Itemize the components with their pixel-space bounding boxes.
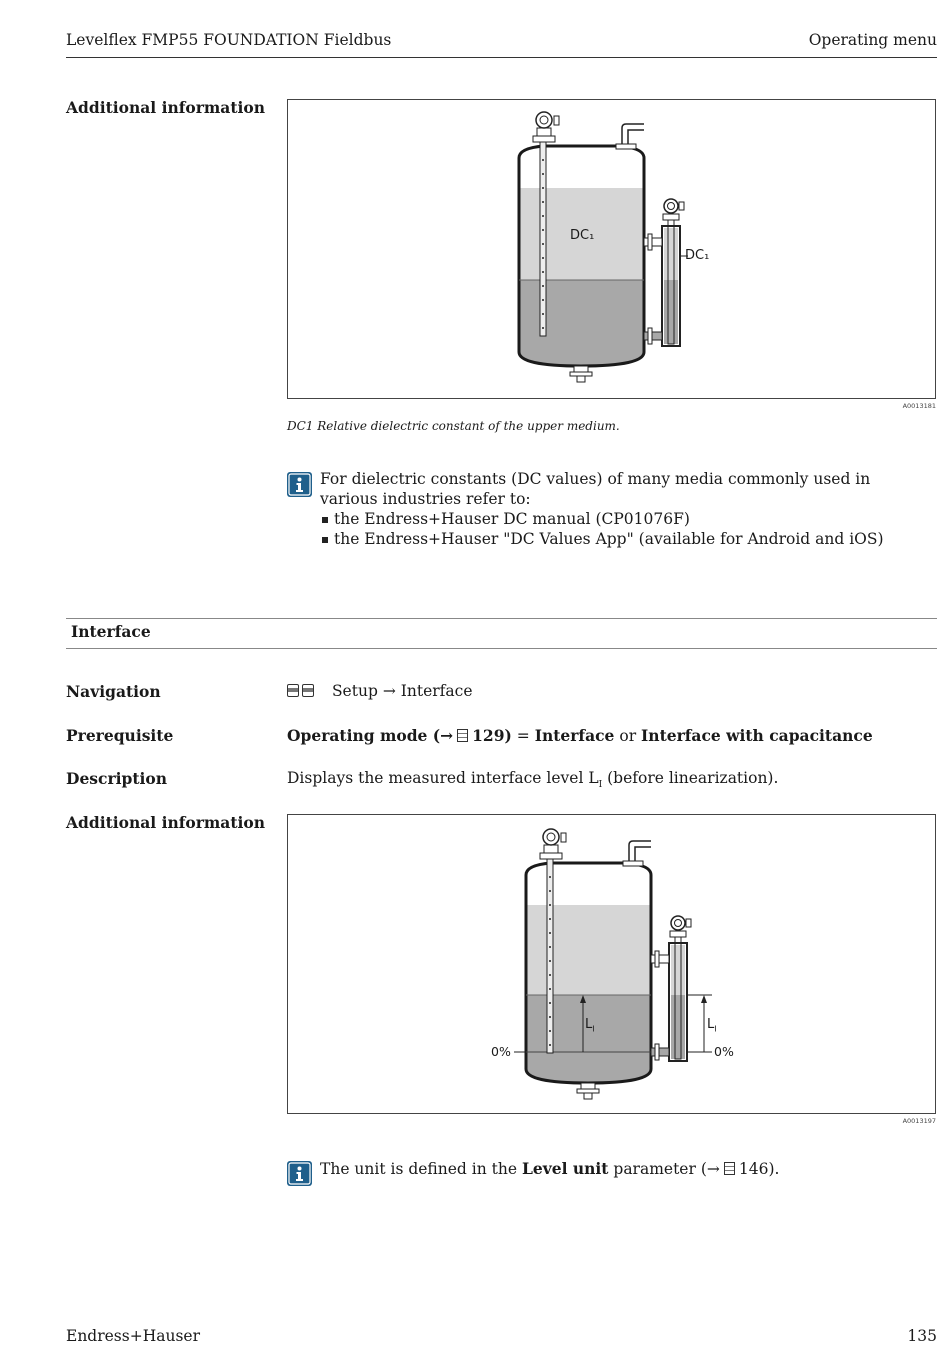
- info-icon: [287, 1161, 312, 1186]
- header-divider: [66, 57, 937, 58]
- description-end: (before linearization).: [602, 769, 779, 787]
- section-divider-top: [66, 618, 937, 619]
- figure-interface-tank: [287, 814, 936, 1114]
- operating-mode-ref: Operating mode (→: [287, 726, 454, 745]
- li-letter: L: [585, 1017, 593, 1032]
- figure-id-2: A0013197: [902, 1117, 936, 1125]
- equals-sign: =: [516, 727, 530, 745]
- list-item: the Endress+Hauser DC manual (CP01076F): [320, 509, 920, 529]
- li-label-inner: [585, 1017, 595, 1034]
- header-title: Levelflex FMP55 FOUNDATION Fieldbus: [66, 31, 392, 49]
- description-text: [287, 769, 778, 790]
- expert-menu-icon: [287, 684, 299, 697]
- li-subscript: I: [714, 1024, 717, 1034]
- figure-dc-tank: [287, 99, 936, 399]
- li-letter: L: [707, 1017, 715, 1032]
- prerequisite-label: Prerequisite: [66, 726, 174, 745]
- figure-caption: DC1 Relative dielectric constant of the upper medium.: [287, 419, 620, 433]
- list-item: the Endress+Hauser "DC Values App" (available for Android and iOS): [320, 529, 920, 549]
- section-divider-bottom: [66, 648, 937, 649]
- zero-percent-left: 0%: [491, 1044, 511, 1059]
- unit-note-page: 146).: [738, 1160, 780, 1178]
- info-icon: [287, 472, 312, 497]
- dc-note-intro: For dielectric constants (DC values) of many media commonly used in various industries refer to:: [320, 470, 871, 508]
- page-ref: 129): [472, 726, 512, 745]
- dc1-bypass-label: DC₁: [685, 248, 710, 263]
- description-main: Displays the measured interface level L: [287, 769, 599, 787]
- li-label-bypass: [707, 1017, 717, 1034]
- li-subscript: I: [592, 1024, 595, 1034]
- tank-diagram-dc: [288, 100, 937, 400]
- tank-diagram-interface: [288, 815, 937, 1115]
- dc-reference-list: [320, 509, 920, 549]
- nav-setup: Setup: [331, 682, 378, 700]
- unit-note: [320, 1159, 920, 1179]
- unit-note-text: The unit is defined in the: [320, 1160, 522, 1178]
- dc1-inner-label: DC₁: [570, 228, 595, 243]
- page-ref-icon: [724, 1162, 735, 1175]
- description-subscript: I: [598, 780, 603, 791]
- nav-interface: Interface: [400, 682, 473, 700]
- prerequisite-text: [287, 726, 873, 745]
- additional-information-label: Additional information: [66, 98, 266, 117]
- display-menu-icon: [302, 684, 314, 697]
- additional-information-label-2: Additional information: [66, 813, 266, 832]
- header-section: Operating menu: [808, 31, 937, 49]
- footer-company: Endress+Hauser: [66, 1327, 200, 1345]
- nav-arrow: →: [382, 682, 396, 700]
- page-number: 135: [907, 1327, 937, 1345]
- zero-percent-right: 0%: [714, 1044, 734, 1059]
- navigation-label: Navigation: [66, 682, 161, 701]
- page-ref-icon: [457, 729, 468, 742]
- level-unit-ref: Level unit: [521, 1159, 609, 1178]
- or-text: or: [619, 727, 637, 745]
- option-interface: Interface: [534, 726, 615, 745]
- dc-note: [320, 469, 920, 549]
- unit-note-mid: parameter (→: [608, 1160, 720, 1178]
- section-title: Interface: [71, 622, 151, 641]
- option-interface-capacitance: Interface with capacitance: [641, 726, 873, 745]
- navigation-path: [287, 682, 473, 700]
- description-label: Description: [66, 769, 168, 788]
- figure-id: A0013181: [902, 402, 936, 410]
